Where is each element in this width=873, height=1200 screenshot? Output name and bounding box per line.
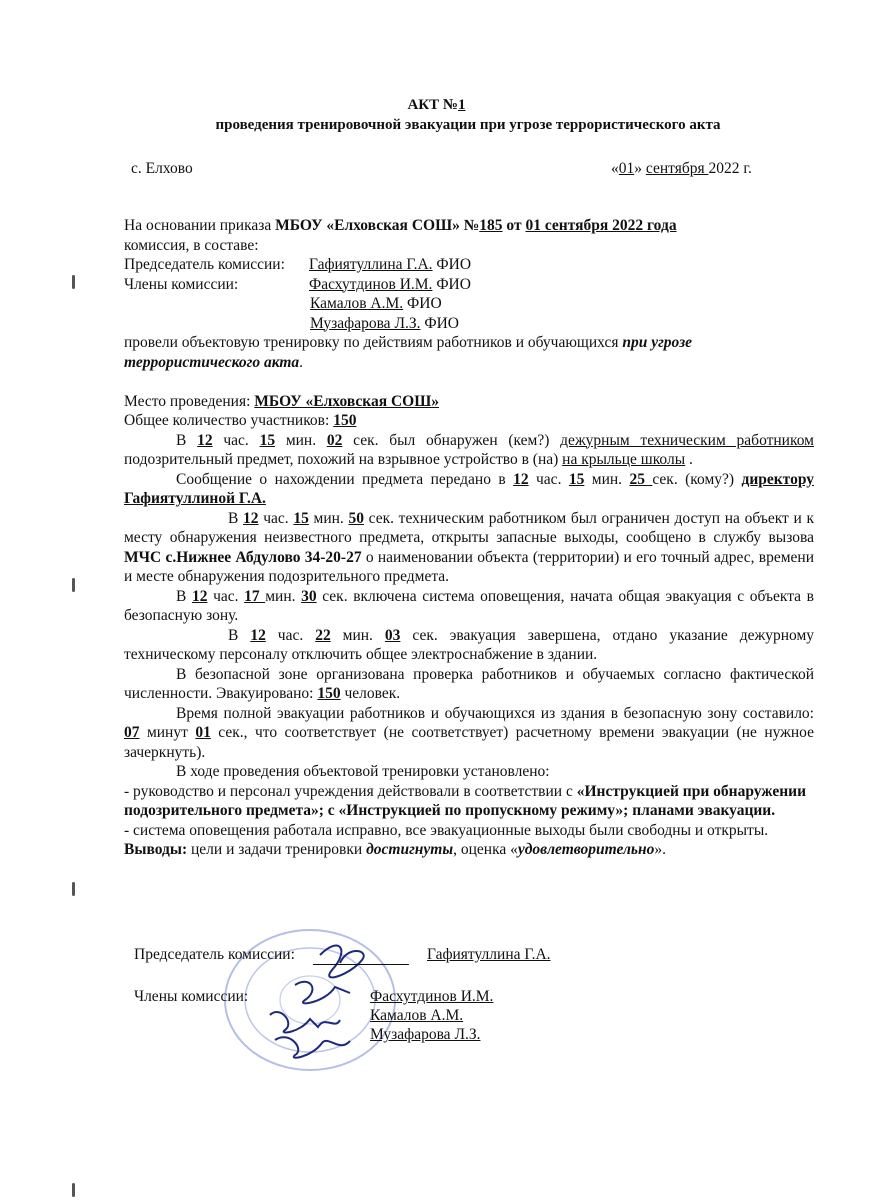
venue-line: Место проведения: МБОУ «Елховская СОШ» (124, 392, 439, 410)
commission-member: Члены комиссии: Фасхутдинов И.М. ФИО (124, 275, 471, 293)
commission-member: Музафарова Л.З. ФИО (310, 314, 459, 332)
participants-line: Общее количество участников: 150 (124, 412, 357, 429)
commission-chair: Председатель комиссии: Гафиятуллина Г.А. ФИО (124, 256, 472, 273)
basis-line: На основании приказа МБОУ «Елховская СОШ» №185 от 01 сентября 2022 года (124, 217, 677, 234)
finding-item: - руководство и персонал учреждения действовали в соответствии с «Инструкцией при обнаружении подозрительного предмета»; с «Инструкцией по пропускному режиму»; планами эвакуации. (124, 782, 807, 819)
paragraph-completed: В 12 час. 22 мин. 03 сек. эвакуация завершена, отдано указание дежурному техническому персоналу отключить общее электроснабжение в здании. (124, 626, 814, 663)
member-signature-name: Фасхутдинов И.М. (370, 988, 494, 1005)
paragraph-access: В 12 час. 15 мин. 50 сек. техническим работником был ограничен доступ на объект и к месту обнаружения неизвестного предмета, открыты запасные выходы, сообщено в службу вызова МЧС с.Нижнее Абдулово 34-20-27 о наименовании объекта (территории) и его точный адрес, времени и месте обнаружения подозрительного предмета. (124, 509, 815, 585)
conducted-paragraph: провели объектовую тренировку по действиям работников и обучающихся при угрозе террористического акта. (124, 334, 693, 371)
act-title: АКТ №1 (407, 97, 466, 113)
paragraph-alarm: В 12 час. 17 мин. 30 сек. включена система оповещения, начата общая эвакуация с объекта в безопасную зону. (124, 587, 814, 624)
member-signature-name: Музафарова Л.З. (370, 1026, 481, 1043)
paragraph-reported: Сообщение о нахождении предмета передано в 12 час. 15 мин. 25 сек. (кому?) директору Гафиятуллиной Г.А. (124, 470, 815, 507)
chair-signature-label: Председатель комиссии: (134, 946, 295, 963)
finding-item: - система оповещения работала исправно, все эвакуационные выходы были свободны и открыты. (124, 821, 769, 839)
margin-mark (72, 882, 75, 896)
margin-mark (72, 578, 75, 592)
paragraph-findings: В ходе проведения объектовой тренировки установлено: (176, 763, 550, 780)
commission-member: Камалов А.М. ФИО (310, 295, 442, 312)
signature-member-1 (295, 982, 350, 1004)
conclusion: Выводы: цели и задачи тренировки достигнуты, оценка «удовлетворительно». (124, 841, 666, 858)
member-signature-name: Камалов А.М. (370, 1007, 464, 1024)
paragraph-check: В безопасной зоне организована проверка работников и обучаемых согласно фактической численности. Эвакуировано: 150 человек. (124, 665, 814, 702)
document-body (124, 216, 814, 860)
act-subtitle: проведения тренировочной эвакуации при угрозе террористического акта (215, 117, 721, 133)
members-signature-label: Члены комиссии: (134, 988, 249, 1005)
signature-member-2 (270, 1012, 340, 1032)
paragraph-time: Время полной эвакуации работников и обучающихся из здания в безопасную зону составило: 07 минут 01 сек., что соответствует (не соответствует) расчетному времени эвакуации (не нужное зачеркнуть). (124, 704, 814, 761)
chair-signature-line (313, 946, 409, 965)
place: с. Елхово (131, 160, 193, 177)
margin-mark (72, 275, 75, 289)
paragraph-detected: В 12 час. 15 мин. 02 сек. был обнаружен (кем?) дежурным техническим работником подозрительный предмет, похожий на взрывное устройство в (на) на крыльце школы . (124, 431, 814, 468)
margin-mark (72, 1183, 75, 1197)
chair-signature-name: Гафиятуллина Г.А. (427, 946, 551, 963)
basis-line-2: комиссия, в составе: (124, 236, 259, 254)
act-date: «01» сентября 2022 г. (611, 160, 752, 177)
